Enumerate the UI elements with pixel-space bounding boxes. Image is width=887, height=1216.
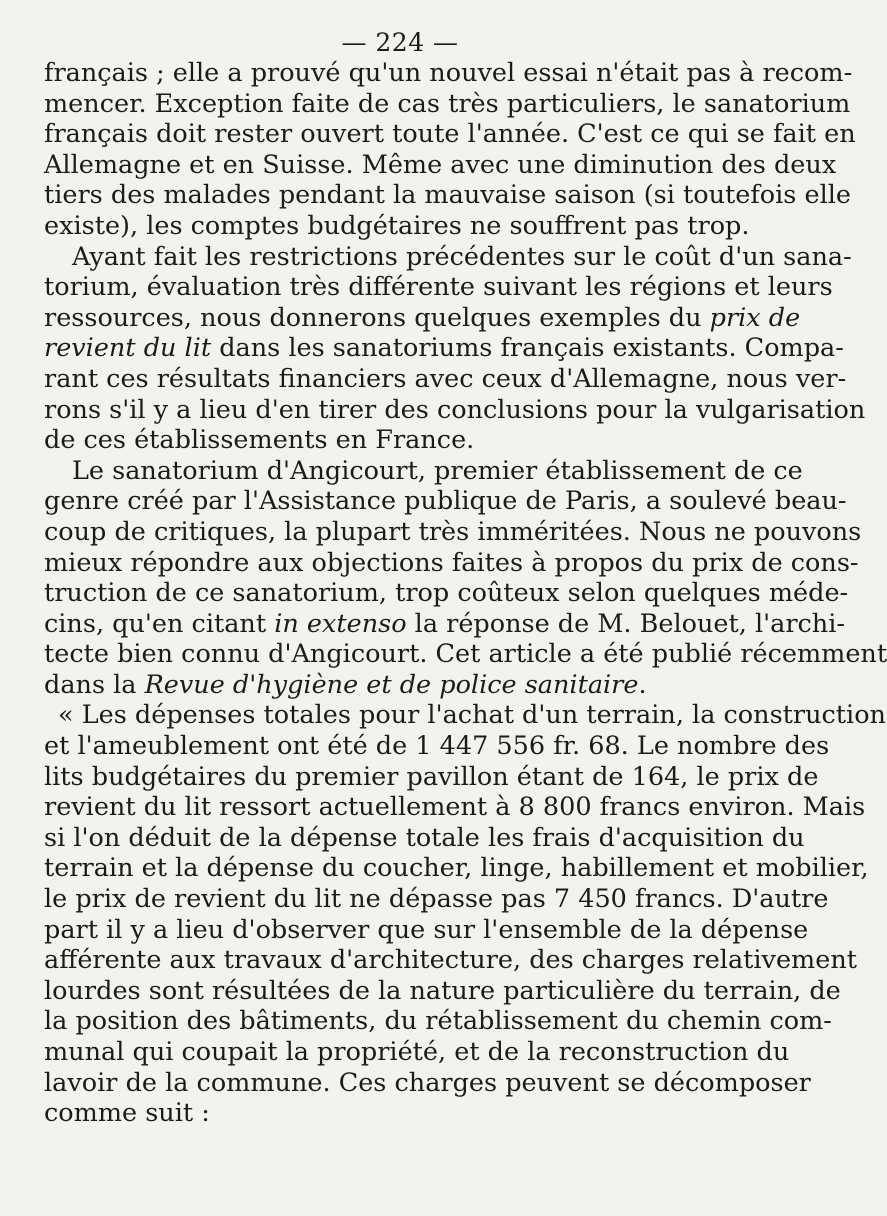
text-line: existe), les comptes budgétaires ne souffrent pas trop. [44, 210, 750, 241]
text-line: la position des bâtiments, du rétablissement du chemin com- [44, 1006, 832, 1037]
text-line: Ayant fait les restrictions précédentes sur le coût d'un sana- [72, 241, 852, 272]
text-line [44, 608, 845, 640]
text-line: de ces établissements en France. [44, 425, 475, 456]
text-line: mencer. Exception faite de cas très particuliers, le sanatorium [44, 88, 851, 119]
text-line: tecte bien connu d'Angicourt. Cet article a été publié récemment [44, 639, 887, 670]
text-line: torium, évaluation très différente suivant les régions et leurs [44, 272, 833, 303]
body-text [44, 58, 887, 1129]
text-line: comme suit : [44, 1098, 210, 1129]
italic-text: in extenso [274, 608, 407, 639]
text-line: truction de ce sanatorium, trop coûteux selon quelques méde- [44, 578, 849, 609]
text-line: lits budgétaires du premier pavillon étant de 164, le prix de [44, 761, 819, 792]
text-line [44, 333, 844, 364]
text-line: tiers des malades pendant la mauvaise saison (si toutefois elle [44, 180, 851, 211]
text-line: genre créé par l'Assistance publique de Paris, a soulevé beau- [44, 486, 847, 517]
text-segment: . [638, 669, 647, 700]
italic-text: Revue d'hygiène et de police sanitaire [144, 669, 639, 700]
text-line: le prix de revient du lit ne dépasse pas 7 450 francs. D'autre [44, 884, 829, 915]
text-line: part il y a lieu d'observer que sur l'ensemble de la dépense [44, 914, 809, 945]
text-line: revient du lit ressort actuellement à 8 800 francs environ. Mais [44, 792, 866, 823]
text-line: rant ces résultats financiers avec ceux d'Allemagne, nous ver- [44, 363, 847, 394]
text-line: français ; elle a prouvé qu'un nouvel essai n'était pas à recom- [44, 58, 853, 88]
text-line [44, 302, 801, 334]
text-line: afférente aux travaux d'architecture, des charges relativement [44, 945, 857, 976]
text-segment: cins, qu'en citant [44, 608, 275, 639]
text-segment: dans les sanatoriums français existants. Compa- [211, 333, 844, 364]
text-line: Allemagne et en Suisse. Même avec une diminution des deux [44, 149, 837, 180]
text-line: si l'on déduit de la dépense totale les frais d'acquisition du [44, 822, 805, 853]
text-line: munal qui coupait la propriété, et de la reconstruction du [44, 1037, 790, 1067]
text-line: lavoir de la commune. Ces charges peuvent se décomposer [44, 1067, 811, 1098]
text-line [44, 670, 760, 701]
text-line: rons s'il y a lieu d'en tirer des conclusions pour la vulgarisation [44, 394, 866, 425]
page-number: — 224 — [341, 28, 459, 57]
text-line: lourdes sont résultées de la nature particulière du terrain, de [44, 975, 841, 1006]
text-line: terrain et la dépense du coucher, linge, habillement et mobilier, [44, 853, 869, 884]
text-segment: dans la [44, 669, 145, 700]
text-segment: la réponse de M. Belouet, l'archi- [406, 608, 845, 639]
italic-text: revient du lit [44, 333, 212, 364]
text-line: Le sanatorium d'Angicourt, premier établissement de ce [72, 455, 803, 486]
text-line: coup de critiques, la plupart très imméritées. Nous ne pouvons [44, 516, 862, 547]
text-line: français doit rester ouvert toute l'année. C'est ce qui se fait en [44, 119, 856, 150]
text-line: et l'ameublement ont été de 1 447 556 fr. 68. Le nombre des [44, 731, 830, 762]
text-line: mieux répondre aux objections faites à propos du prix de cons- [44, 547, 859, 578]
text-line: « Les dépenses totales pour l'achat d'un terrain, la construction [58, 700, 886, 731]
italic-text: prix de [709, 302, 801, 333]
text-segment: ressources, nous donnerons quelques exemples du [44, 302, 710, 333]
